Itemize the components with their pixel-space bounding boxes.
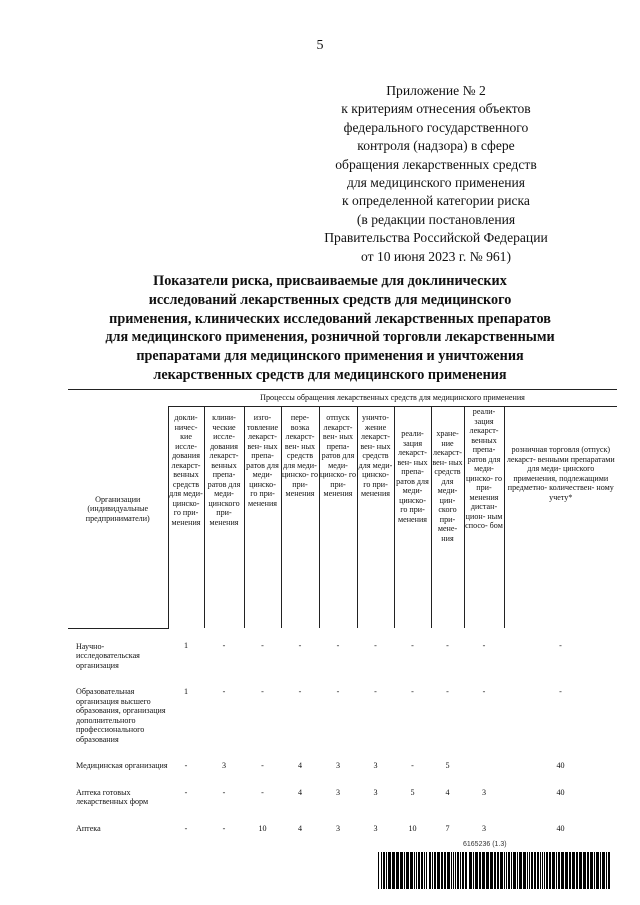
value-cell: - (261, 687, 264, 696)
column-header: докли- ничес- кие иссле- дования лекарст- венных средств для меди- цинско- го при- менения (168, 407, 204, 629)
value-cell: - (374, 687, 377, 696)
value-cell: - (184, 787, 188, 797)
value-cell: 4 (297, 761, 303, 770)
value-cell: 3 (373, 761, 378, 770)
table-row (68, 771, 617, 807)
value-cell: - (411, 761, 414, 770)
value-cell: 3 (481, 823, 487, 833)
value-cell: 1 (183, 687, 189, 696)
appendix-line: федерального государственного (343, 119, 529, 135)
value-cell: 5 (410, 787, 415, 797)
title-line: исследований лекарственных средств для медицинского (148, 291, 512, 308)
value-cell: - (411, 641, 414, 650)
appendix-line: Правительства Российской Федерации (324, 230, 548, 246)
value-cell: 4 (445, 787, 450, 797)
value-cell: 3 (221, 761, 227, 770)
value-cell: - (298, 641, 302, 650)
value-cell: - (482, 641, 486, 650)
value-cell: 40 (556, 823, 565, 833)
value-cell: - (184, 823, 188, 833)
value-cell: 7 (445, 823, 450, 833)
value-cell: - (261, 761, 264, 770)
value-cell: 10 (408, 823, 417, 833)
column-header: реали- зация лекарст- вен- ных препа- ратов для меди- цинско- го при- менения (394, 407, 431, 629)
column-header: пере- возка лекарст- вен- ных средств для меди- цинско- го при- менения (281, 407, 319, 629)
appendix-block (285, 82, 587, 266)
value-cell: - (411, 687, 414, 696)
value-cell: - (446, 687, 449, 696)
appendix-line: от 10 июня 2023 г. № 961) (360, 248, 511, 264)
org-column-header: Организации (индивидуальные предприниматели) (68, 390, 168, 629)
column-header: изго- товление лекарст- вен- ных препа- ратов для меди- цинско- го при- менения (244, 407, 281, 629)
title-line: лекарственных средств для медицинского применения (153, 366, 507, 383)
column-header: уничто- жение лекарст- вен- ных средств для меди- цинско- го при- менения (357, 407, 394, 629)
appendix-line: для медицинского применения (346, 175, 526, 191)
value-cell: - (222, 687, 226, 696)
table-row (68, 628, 617, 670)
value-cell (464, 744, 504, 771)
title-line: для медицинского применения, розничной торговли лекарственными (105, 329, 555, 346)
barcode (378, 852, 611, 889)
value-cell: 3 (373, 787, 378, 797)
value-cell: - (482, 687, 486, 696)
value-cell: - (336, 687, 340, 696)
appendix-line: обращения лекарственных средств (335, 156, 537, 172)
value-cell: - (298, 687, 302, 696)
title-line: применения, клинических исследований лекарственных препаратов (109, 310, 551, 327)
value-cell: 1 (183, 641, 189, 650)
value-cell: - (336, 641, 340, 650)
value-cell: 3 (335, 787, 341, 797)
value-cell: 3 (373, 823, 378, 833)
appendix-line: к определенной категории риска (342, 193, 530, 209)
value-cell: 10 (258, 823, 267, 833)
appendix-line: (в редакции постановления (356, 211, 516, 227)
column-header: реали- зация лекарст- венных препа- ратов для меди- цинско- го при- менения дистан- цион- ным спосо- бом (464, 407, 504, 629)
appendix-line: контроля (надзора) в сфере (357, 138, 515, 154)
value-cell: 5 (445, 761, 450, 770)
column-header: хране- ние лекарст- вен- ных средств для меди- цин- ского при- мене- ния (431, 407, 464, 629)
appendix-line: Приложение № 2 (386, 83, 486, 98)
page-number: 5 (316, 38, 324, 53)
value-cell: - (559, 641, 562, 650)
column-header: розничная торговля (отпуск) лекарст- венными препаратами для меди- цинского применения, подлежащими предметно- количествен- ному учету* (504, 407, 617, 629)
processes-header: Процессы обращения лекарственных средств для медицинского применения (168, 390, 617, 407)
appendix-line: к критериям отнесения объектов (341, 101, 531, 117)
org-cell: Медицинская организация (76, 761, 168, 770)
barcode-label: 6165236 (1.3) (463, 841, 507, 848)
org-cell: Аптека готовых лекарственных форм (76, 787, 149, 806)
value-cell: - (222, 823, 226, 833)
column-header: отпуск лекарст- вен- ных препа- ратов для меди- цинско- го при- менения (319, 407, 357, 629)
column-header: клини- ческие иссле- дования лекарст- венных препа- ратов для меди- цинского при- менения (204, 407, 244, 629)
org-cell: Научно-исследовательская организация (76, 641, 140, 670)
value-cell: 40 (556, 761, 565, 770)
value-cell: 3 (335, 761, 341, 770)
title-line: Показатели риска, присваиваемые для доклинических (153, 273, 507, 289)
table-row (68, 670, 617, 744)
org-cell: Аптека (76, 823, 101, 833)
value-cell: 3 (481, 787, 487, 797)
value-cell: - (446, 641, 449, 650)
table-row (68, 807, 617, 834)
value-cell: 40 (556, 787, 565, 797)
value-cell: - (222, 641, 226, 650)
value-cell: - (559, 687, 562, 696)
org-cell: Образовательная организация высшего образования, организация дополнительного профессионального образования (76, 687, 166, 744)
value-cell: - (261, 641, 264, 650)
value-cell: - (261, 787, 264, 797)
title-line: препаратами для медицинского применения и уничтожения (136, 348, 524, 365)
value-cell: - (222, 787, 226, 797)
risk-table (68, 389, 617, 833)
value-cell: - (184, 761, 188, 770)
value-cell: 3 (335, 823, 341, 833)
value-cell: 4 (297, 787, 303, 797)
value-cell: - (374, 641, 377, 650)
value-cell: 4 (297, 823, 303, 833)
table-row (68, 744, 617, 771)
document-title (60, 272, 600, 385)
